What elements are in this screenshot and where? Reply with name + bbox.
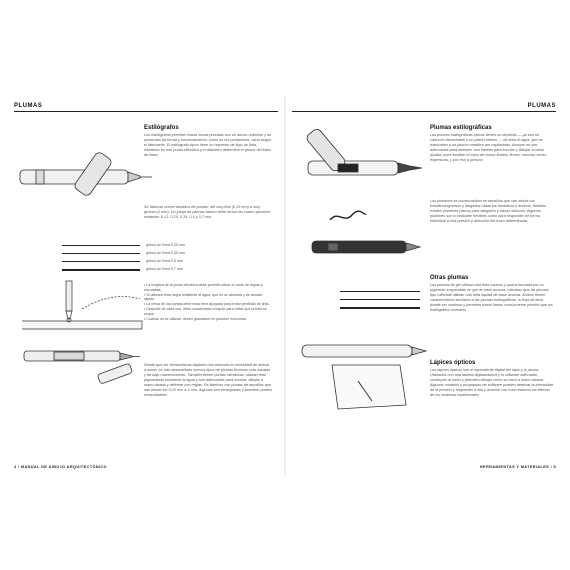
left-page-header: PLUMAS (14, 103, 278, 112)
book-gutter (284, 95, 286, 475)
right-page-header: PLUMAS (292, 103, 556, 112)
other-pens-text: Las plumas de gel utilizan una tinta espesa y opaca formada por un pigmento suspendido en gel de base acuosa, mientras que las plumas tipo rollerball utilizan una tinta líquida de base acuosa. Ambos tienen características similares a las plumas estilográficas, el flujo de tinta puede ser continuo y permiten trazar líneas comúnmente presión que los estilógrafos normales. (430, 283, 553, 312)
technical-pen-illustration (14, 150, 154, 220)
nib-sizes-text: Se fabrican nueve tamaños de puntas, del muy fina (0,13 mm) a muy gruesa (1 mm). Un juego de plumas básico debe incluir los cuatro grosores estándar: 0,13, 0,25, 0,35, 0,5 y 0,7 mm. (144, 205, 271, 219)
nibs-text: Los plumines se comercializan en tamaños que van desde los extrafinos/gruesos y delgados hasta los medianos y anchos; también existen plumines planos para caligrafía y trazos oblicuos. Algunos plumines son lo bastante flexibles como para responder de forma individual a una presión y dirección del trazo determinada. (430, 199, 547, 223)
line-weight-025 (62, 245, 140, 246)
right-page-footer: HERRAMIENTAS Y MATERIALES / 5 (479, 465, 556, 469)
pen-care-list (144, 283, 272, 321)
stylus-text: Los lápices ópticos son el equivalente digital del lápiz y la pluma. Utilizados con una tableta digitalizadora y el software adecuado, sustituyen al ratón y permiten dibujar como se hace a mano alzada. Algunos modelos y programas de software pueden detectar la intensidad de la presión y responder a ella y asimilar con más realismo los efectos de los sistemas tradicionales. (430, 368, 553, 397)
section-title-plumas-estilograficas: Plumas estilográficas (430, 125, 492, 131)
estilografos-intro: Los estilógrafos permiten trazar líneas precisas con un ancho uniforme y se presentan (la forma y funcionamiento, como en los portaminas, varía según el fabricante. El estilógrafo típico tiene un repuesto de flujo de tinta, insertado en una punta cilíndrica y el diámetro determina el grosor del trazo de línea. (144, 133, 272, 157)
line-weight-05 (62, 261, 140, 262)
section-title-otras-plumas: Otras plumas (430, 275, 469, 281)
fountain-pens-text: Las plumas estilográficas típicas tienen un depósito — ya sea un cartucho desechable o un pistón interno — de tinta al agua, que se transmiten a un plumín metálico por capilaridad. Aunque no son adecuadas para delinear, son ideales para escribir y dibujar a mano alzada, pues facilitan el trazo de líneas fluidas, firmes, muchas veces expresivas, y por eso a presión. (430, 133, 547, 162)
gel-line-sample-1 (340, 291, 420, 292)
pen-care-item: • La mesa de las puntas debe estar bien apoyada para evitar pérdidas de tinta. (144, 302, 272, 307)
fountain-pen-illustration (298, 121, 428, 201)
pen-care-item: • Cuando no se utilizan, deben guardarse en posición horizontal. (144, 317, 272, 322)
pen-care-item: • La longitud de la punta cilíndrica debe permitir salvar el canto de reglas y escuadras. (144, 283, 272, 293)
fineliner-illustration (14, 335, 154, 385)
line-weight-035-label: grosor de línea 0,35 mm (146, 251, 185, 255)
left-page-footer: 4 / MANUAL DE DIBUJO ARQUITECTÓNICO (14, 465, 107, 469)
line-weight-025-label: grosor de línea 0,25 mm (146, 243, 185, 247)
right-page (292, 95, 556, 475)
pen-ruler-detail-illustration (22, 281, 142, 341)
left-page (14, 95, 278, 475)
pen-care-item: • Después de cada uso, debe conservarse el tapón para evitar que la tinta se seque. (144, 307, 272, 317)
digital-stylus-illustration (302, 325, 432, 415)
section-title-estilografos: Estilógrafos (144, 125, 179, 131)
gel-line-sample-2 (340, 299, 420, 300)
section-title-lapices-opticos: Lápices ópticos (430, 360, 476, 366)
line-weight-07-label: grosor de línea 0,7 mm (146, 267, 183, 271)
pen-care-item: • Si utilizará tinta negra resistente al agua, que no se absorba y de secado rápido. (144, 293, 272, 303)
line-weight-05-label: grosor de línea 0,5 mm (146, 259, 183, 263)
gel-pen-illustration (298, 235, 428, 275)
modern-pens-text: Desde que las herramientas digitales han reducido la necesidad de activar a mano, se han desarrollado nuevos tipos de plumas técnicas más baratas y de bajo mantenimiento. También tienen puntas cilíndricas, utilizan tinta pigmentada resistente al agua y son adecuadas para escribir, dibujar a mano alzada y delinear con reglas. Se fabrican con puntas de tamaños que van desde los 0,03 mm a 1 mm. Algunas son recargables y permiten puntos recambiables. (144, 363, 272, 397)
line-weight-035 (62, 253, 140, 254)
gel-line-sample-3 (340, 307, 420, 309)
fountain-pen-stroke-sample (328, 210, 368, 224)
line-weight-07 (62, 269, 140, 271)
